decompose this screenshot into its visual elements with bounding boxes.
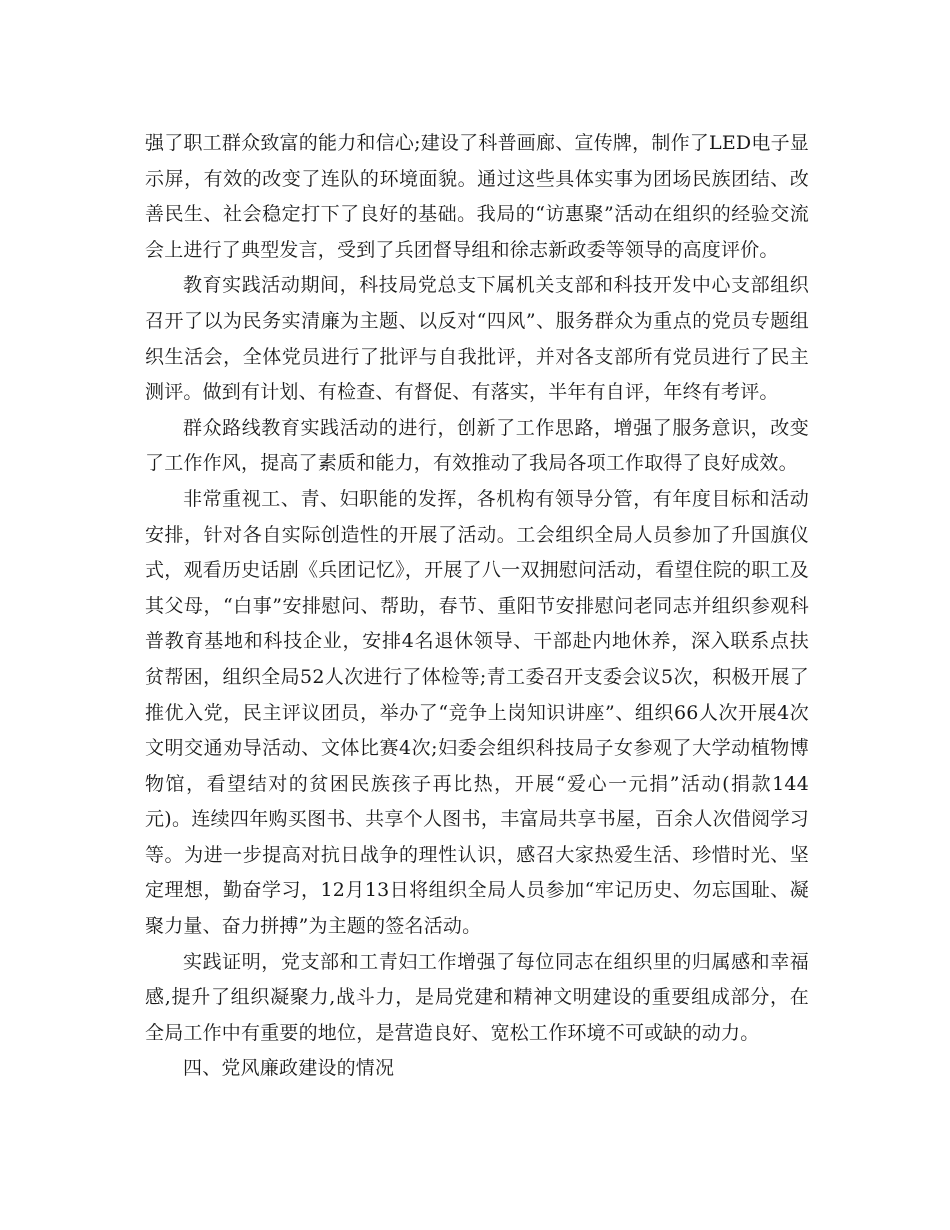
document-body [145, 126, 809, 1087]
paragraph-4: 非常重视工、青、妇职能的发挥，各机构有领导分管，有年度目标和活动安排，针对各自实际创造性的开展了活动。工会组织全局人员参加了升国旗仪式，观看历史话剧《兵团记忆》，开展了八一双拥慰问活动，看望住院的职工及其父母，“白事”安排慰问、帮助，春节、重阳节安排慰问老同志并组织参观科普教育基地和科技企业，安排4名退休领导、干部赴内地休养，深入联系点扶贫帮困，组织全局52人次进行了体检等;青工委召开支委会议5次，积极开展了推优入党，民主评议团员，举办了“竞争上岗知识讲座”、组织66人次开展4次文明交通劝导活动、文体比赛4次;妇委会组织科技局子女参观了大学动植物博物馆，看望结对的贫困民族孩子再比热，开展“爱心一元捐”活动(捐款144元)。连续四年购买图书、共享个人图书，丰富局共享书屋，百余人次借阅学习等。为进一步提高对抗日战争的理性认识，感召大家热爱生活、珍惜时光、坚定理想，勤奋学习，12月13日将组织全局人员参加“牢记历史、勿忘国耻、凝聚力量、奋力拼搏”为主题的签名活动。 [145, 487, 809, 938]
section-heading: 四、党风廉政建设的情况 [183, 1057, 395, 1080]
paragraph-3: 群众路线教育实践活动的进行，创新了工作思路，增强了服务意识，改变了工作作风，提高了素质和能力，有效推动了我局各项工作取得了良好成效。 [145, 416, 809, 475]
paragraph-5: 实践证明，党支部和工青妇工作增强了每位同志在组织里的归属感和幸福感,提升了组织凝聚力,战斗力，是局党建和精神文明建设的重要组成部分，在全局工作中有重要的地位，是营造良好、宽松工作环境不可或缺的动力。 [145, 950, 809, 1044]
paragraph-1: 强了职工群众致富的能力和信心;建设了科普画廊、宣传牌，制作了LED电子显示屏，有效的改变了连队的环境面貌。通过这些具体实事为团场民族团结、改善民生、社会稳定打下了良好的基础。我局的“访惠聚”活动在组织的经验交流会上进行了典型发言，受到了兵团督导组和徐志新政委等领导的高度评价。 [145, 132, 809, 261]
paragraph-2: 教育实践活动期间，科技局党总支下属机关支部和科技开发中心支部组织召开了以为民务实清廉为主题、以反对“四风”、服务群众为重点的党员专题组织生活会，全体党员进行了批评与自我批评，并对各支部所有党员进行了民主测评。做到有计划、有检查、有督促、有落实，半年有自评，年终有考评。 [145, 274, 809, 404]
